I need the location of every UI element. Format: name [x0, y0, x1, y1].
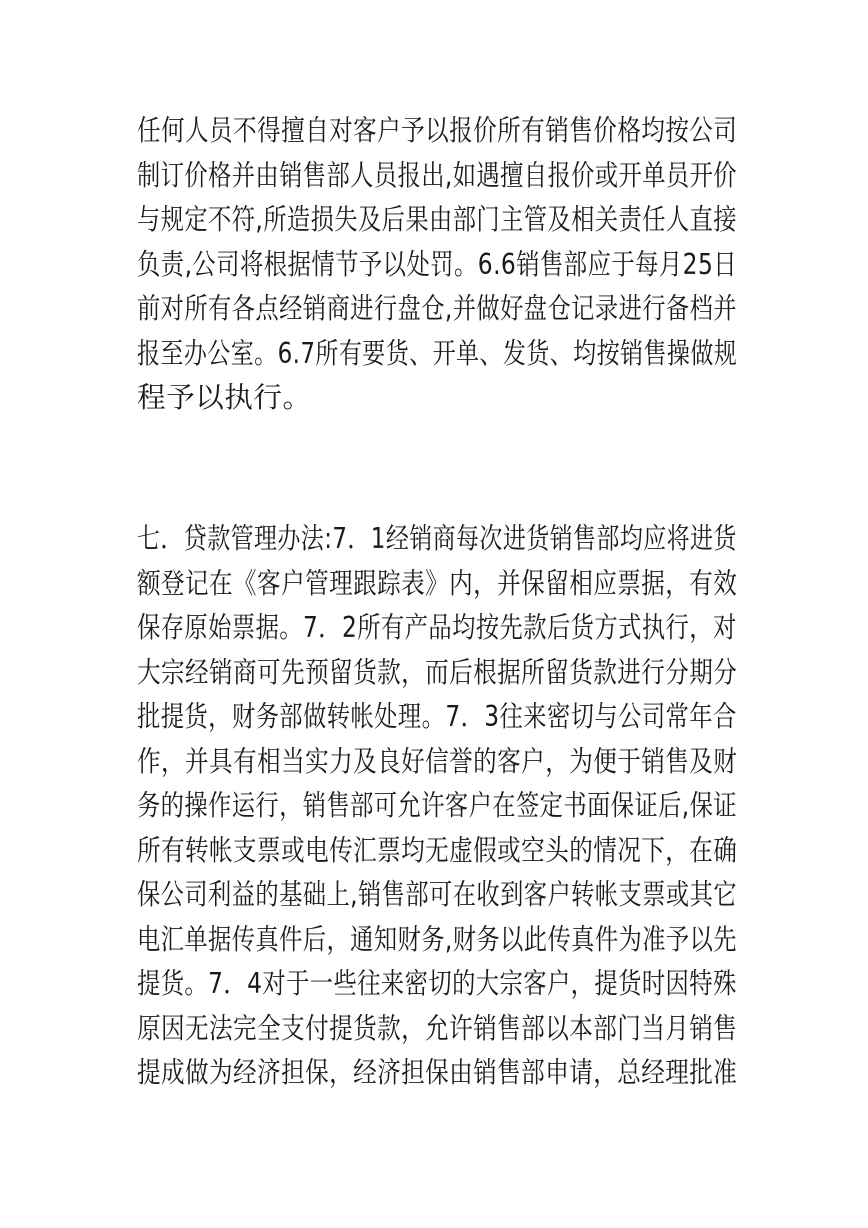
text-line: 务的操作运行，销售部可允许客户在签定书面保证后,保证	[137, 788, 737, 822]
text-line: 报至办公室。6.7所有要货、开单、发货、均按销售操做规	[137, 335, 738, 370]
text-line: 保公司利益的基础上,销售部可在收到客户转帐支票或其它	[137, 877, 737, 911]
text-line: 任何人员不得擅自对客户予以报价所有销售价格均按公司	[137, 113, 738, 147]
text-line: 七．贷款管理办法:7．1经销商每次进货销售部均应将进货	[137, 521, 737, 555]
text-line: 程予以执行。	[137, 380, 312, 414]
text-line: 原因无法完全支付提货款，允许销售部以本部门当月销售	[137, 1010, 738, 1045]
text-line: 额登记在《客户管理跟踪表》内，并保留相应票据，有效	[137, 565, 738, 600]
text-line: 提货。7．4对于一些往来密切的大宗客户，提货时因特殊	[137, 966, 737, 1000]
text-line: 制订价格并由销售部人员报出,如遇擅自报价或开单员开价	[137, 157, 737, 192]
text-line: 所有转帐支票或电传汇票均无虚假或空头的情况下，在确	[137, 832, 738, 867]
text-line: 与规定不符,所造损失及后果由部门主管及相关责任人直接	[137, 202, 737, 236]
text-line: 作，并具有相当实力及良好信誉的客户，为便于销售及财	[137, 743, 738, 778]
text-line: 前对所有各点经销商进行盘仓,并做好盘仓记录进行备档并	[137, 291, 737, 325]
text-line: 大宗经销商可先预留货款，而后根据所留货款进行分期分	[137, 654, 738, 689]
text-line: 提成做为经济担保，经济担保由销售部申请，总经理批准	[137, 1055, 738, 1089]
text-line: 批提货，财务部做转帐处理。7．3往来密切与公司常年合	[137, 699, 737, 733]
paragraph-payment-management	[137, 516, 737, 1095]
paragraph-sales-pricing	[137, 108, 737, 420]
text-line: 电汇单据传真件后，通知财务,财务以此传真件为准予以先	[137, 921, 737, 956]
text-line: 保存原始票据。7．2所有产品均按先款后货方式执行，对	[137, 610, 737, 644]
text-line: 负责,公司将根据情节予以处罚。6.6销售部应于每月25日	[137, 246, 738, 281]
